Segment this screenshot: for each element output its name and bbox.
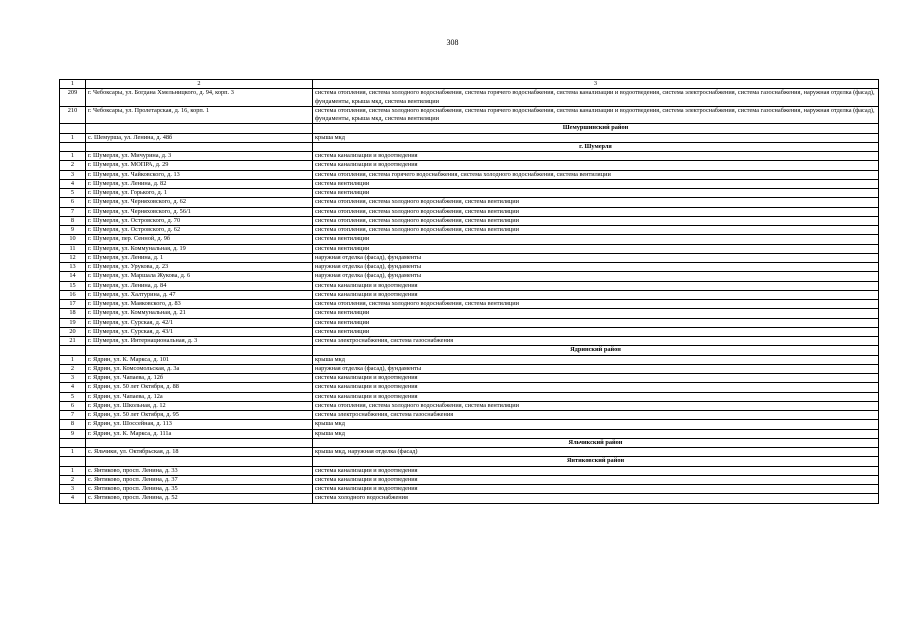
work-types: наружная отделка (фасад), фундаменты [313,272,879,281]
row-number: 20 [60,327,86,336]
address: г. Шумерля, ул. Коммунальная, д. 21 [86,309,313,318]
work-types: система канализации и водоотведения [313,466,879,475]
section-empty-cell [86,457,313,466]
row-number: 1 [60,466,86,475]
address: г. Шумерля, ул. Маршала Жукова, д. 6 [86,272,313,281]
row-number: 4 [60,179,86,188]
address: г. Чебоксары, ул. Богдана Хмельницкого, д. 94, корп. 3 [86,89,313,107]
row-number: 5 [60,392,86,401]
table-row [60,392,879,401]
address: г. Шумерля, ул. Черняховского, д. 62 [86,198,313,207]
work-types: система канализации и водоотведения [313,475,879,484]
work-types: система канализации и водоотведения [313,290,879,299]
row-number: 21 [60,337,86,346]
address: с. Яльчики, ул. Октябрьская, д. 18 [86,448,313,457]
address: г. Шумерля, ул. Урукова, д. 23 [86,263,313,272]
table-row [60,235,879,244]
section-empty-cell [86,346,313,355]
address: г. Шумерля, ул. Ленина, д. 84 [86,281,313,290]
address: г. Ядрин, ул. К. Маркса, д. 101 [86,355,313,364]
row-number: 2 [60,475,86,484]
row-number: 8 [60,420,86,429]
row-number: 11 [60,244,86,253]
work-types: система вентиляции [313,327,879,336]
work-types: крыша мкд [313,355,879,364]
row-number: 2 [60,364,86,373]
table-row [60,327,879,336]
work-types: система электроснабжения, система газоснабжения [313,337,879,346]
row-number: 12 [60,253,86,262]
table-row [60,161,879,170]
row-number: 1 [60,355,86,364]
table-row [60,355,879,364]
section-empty-cell [60,124,86,133]
row-number: 5 [60,189,86,198]
section-empty-cell [86,142,313,151]
works-table-body [60,80,879,504]
row-number: 1 [60,448,86,457]
table-row [60,318,879,327]
work-types: система вентиляции [313,235,879,244]
section-title: Ядринский район [313,346,879,355]
table-row [60,420,879,429]
address: г. Шумерля, ул. Островского, д. 62 [86,226,313,235]
work-types: система отопления, система холодного водоснабжения, система вентиляции [313,198,879,207]
address: г. Ядрин, ул. К. Маркса, д. 111а [86,429,313,438]
address: г. Шумерля, ул. Сурская, д. 43/1 [86,327,313,336]
works-table [59,79,879,504]
address: г. Шумерля, ул. Интернациональная, д. 3 [86,337,313,346]
row-number: 7 [60,411,86,420]
work-types: система отопления, система холодного водоснабжения, система вентиляции [313,216,879,225]
table-row [60,189,879,198]
column-number-1: 1 [60,80,86,89]
section-header-row [60,457,879,466]
address: г. Чебоксары, ул. Пролетарская, д. 16, корп. 1 [86,106,313,124]
work-types: система канализации и водоотведения [313,383,879,392]
table-row [60,198,879,207]
work-types: система вентиляции [313,189,879,198]
section-title: Шемуршинский район [313,124,879,133]
work-types: система канализации и водоотведения [313,374,879,383]
table-row [60,281,879,290]
table-row [60,133,879,142]
address: г. Шумерля, ул. МОПРА, д. 29 [86,161,313,170]
section-header-row [60,346,879,355]
address: г. Ядрин, ул. Комсомольская, д. 3а [86,364,313,373]
address: г. Шумерля, ул. Чайковского, д. 13 [86,170,313,179]
work-types: система канализации и водоотведения [313,152,879,161]
table-row [60,475,879,484]
address: г. Шумерля, ул. Ленина, д. 82 [86,179,313,188]
work-types: система вентиляции [313,318,879,327]
work-types: система канализации и водоотведения [313,281,879,290]
work-types: система канализации и водоотведения [313,161,879,170]
table-row [60,89,879,107]
work-types: система отопления, система холодного водоснабжения, система горячего водоснабжения, система канализации и водоотведения, система электроснабжения, система газоснабжения, наружная отделка (фасад), фундаменты, крыша мкд, система вентиляции [313,106,879,124]
column-number-3: 3 [313,80,879,89]
address: г. Шумерля, ул. Сурская, д. 42/1 [86,318,313,327]
row-number: 8 [60,216,86,225]
row-number: 10 [60,235,86,244]
row-number: 3 [60,374,86,383]
table-row [60,337,879,346]
section-empty-cell [60,457,86,466]
row-number: 1 [60,152,86,161]
address: г. Шумерля, пер. Сенной, д. 9б [86,235,313,244]
work-types: крыша мкд [313,429,879,438]
table-row [60,179,879,188]
column-number-2: 2 [86,80,313,89]
section-header-row [60,142,879,151]
table-row [60,272,879,281]
section-title: Яльчикский район [313,438,879,447]
address: г. Ядрин, ул. 50 лет Октября, д. 88 [86,383,313,392]
section-empty-cell [60,346,86,355]
row-number: 1 [60,133,86,142]
address: с. Янтиково, просп. Ленина, д. 52 [86,494,313,503]
table-row [60,300,879,309]
work-types: система канализации и водоотведения [313,485,879,494]
row-number: 7 [60,207,86,216]
address: г. Ядрин, ул. Чапаева, д. 12б [86,374,313,383]
section-empty-cell [60,142,86,151]
row-number: 9 [60,429,86,438]
row-number: 19 [60,318,86,327]
table-row [60,106,879,124]
address: г. Шумерля, ул. Островского, д. 70 [86,216,313,225]
table-row [60,309,879,318]
address: г. Шумерля, ул. Мичурина, д. 3 [86,152,313,161]
work-types: система отопления, система холодного водоснабжения, система вентиляции [313,226,879,235]
work-types: крыша мкд [313,420,879,429]
address: с. Янтиково, просп. Ленина, д. 33 [86,466,313,475]
work-types: наружная отделка (фасад), фундаменты [313,253,879,262]
work-types: система электроснабжения, система газоснабжения [313,411,879,420]
row-number: 209 [60,89,86,107]
work-types: крыша мкд, наружная отделка (фасад) [313,448,879,457]
address: г. Шумерля, ул. Горького, д. 1 [86,189,313,198]
work-types: система вентиляции [313,244,879,253]
table-row [60,226,879,235]
address: г. Ядрин, ул. Школьная, д. 12 [86,401,313,410]
table-row [60,170,879,179]
table-row [60,263,879,272]
row-number: 3 [60,485,86,494]
column-number-header-row [60,80,879,89]
work-types: система вентиляции [313,179,879,188]
row-number: 17 [60,300,86,309]
row-number: 210 [60,106,86,124]
address: с. Янтиково, просп. Ленина, д. 35 [86,485,313,494]
section-empty-cell [86,124,313,133]
table-row [60,429,879,438]
row-number: 13 [60,263,86,272]
address: г. Ядрин, ул. 50 лет Октября, д. 95 [86,411,313,420]
table-row [60,216,879,225]
work-types: наружная отделка (фасад), фундаменты [313,263,879,272]
table-row [60,374,879,383]
table-row [60,485,879,494]
row-number: 16 [60,290,86,299]
work-types: система отопления, система холодного водоснабжения, система горячего водоснабжения, система канализации и водоотведения, система электроснабжения, система газоснабжения, наружная отделка (фасад), фундаменты, крыша мкд, система вентиляции [313,89,879,107]
work-types: крыша мкд [313,133,879,142]
section-empty-cell [60,438,86,447]
address: с. Янтиково, просп. Ленина, д. 37 [86,475,313,484]
work-types: система канализации и водоотведения [313,392,879,401]
page-number: 308 [446,38,459,47]
work-types: наружная отделка (фасад), фундаменты [313,364,879,373]
row-number: 6 [60,401,86,410]
table-row [60,401,879,410]
row-number: 15 [60,281,86,290]
work-types: система отопления, система горячего водоснабжения, система холодного водоснабжения, система вентиляции [313,170,879,179]
table-row [60,448,879,457]
row-number: 4 [60,383,86,392]
address: г. Шумерля, ул. Коммунальная, д. 19 [86,244,313,253]
table-row [60,244,879,253]
table-row [60,364,879,373]
row-number: 6 [60,198,86,207]
row-number: 2 [60,161,86,170]
address: г. Шумерля, ул. Черняховского, д. 56/1 [86,207,313,216]
address: с. Шемурша, ул. Ленина, д. 48б [86,133,313,142]
table-row [60,253,879,262]
section-title: Янтиковский район [313,457,879,466]
table-row [60,411,879,420]
table-row [60,152,879,161]
row-number: 14 [60,272,86,281]
row-number: 9 [60,226,86,235]
table-row [60,207,879,216]
row-number: 18 [60,309,86,318]
work-types: система отопления, система холодного водоснабжения, система вентиляции [313,207,879,216]
work-types: система холодного водоснабжения [313,494,879,503]
address: г. Шумерля, ул. Халтурина, д. 47 [86,290,313,299]
section-header-row [60,438,879,447]
row-number: 4 [60,494,86,503]
work-types: система отопления, система холодного водоснабжения, система вентиляции [313,300,879,309]
address: г. Ядрин, ул. Шоссейная, д. 113 [86,420,313,429]
table-row [60,466,879,475]
section-title: г. Шумерля [313,142,879,151]
row-number: 3 [60,170,86,179]
work-types: система отопления, система холодного водоснабжения, система вентиляции [313,401,879,410]
table-row [60,383,879,392]
work-types: система вентиляции [313,309,879,318]
table-row [60,494,879,503]
address: г. Шумерля, ул. Ленина, д. 1 [86,253,313,262]
address: г. Шумерля, ул. Маяковского, д. 83 [86,300,313,309]
table-row [60,290,879,299]
address: г. Ядрин, ул. Чапаева, д. 12а [86,392,313,401]
section-empty-cell [86,438,313,447]
section-header-row [60,124,879,133]
